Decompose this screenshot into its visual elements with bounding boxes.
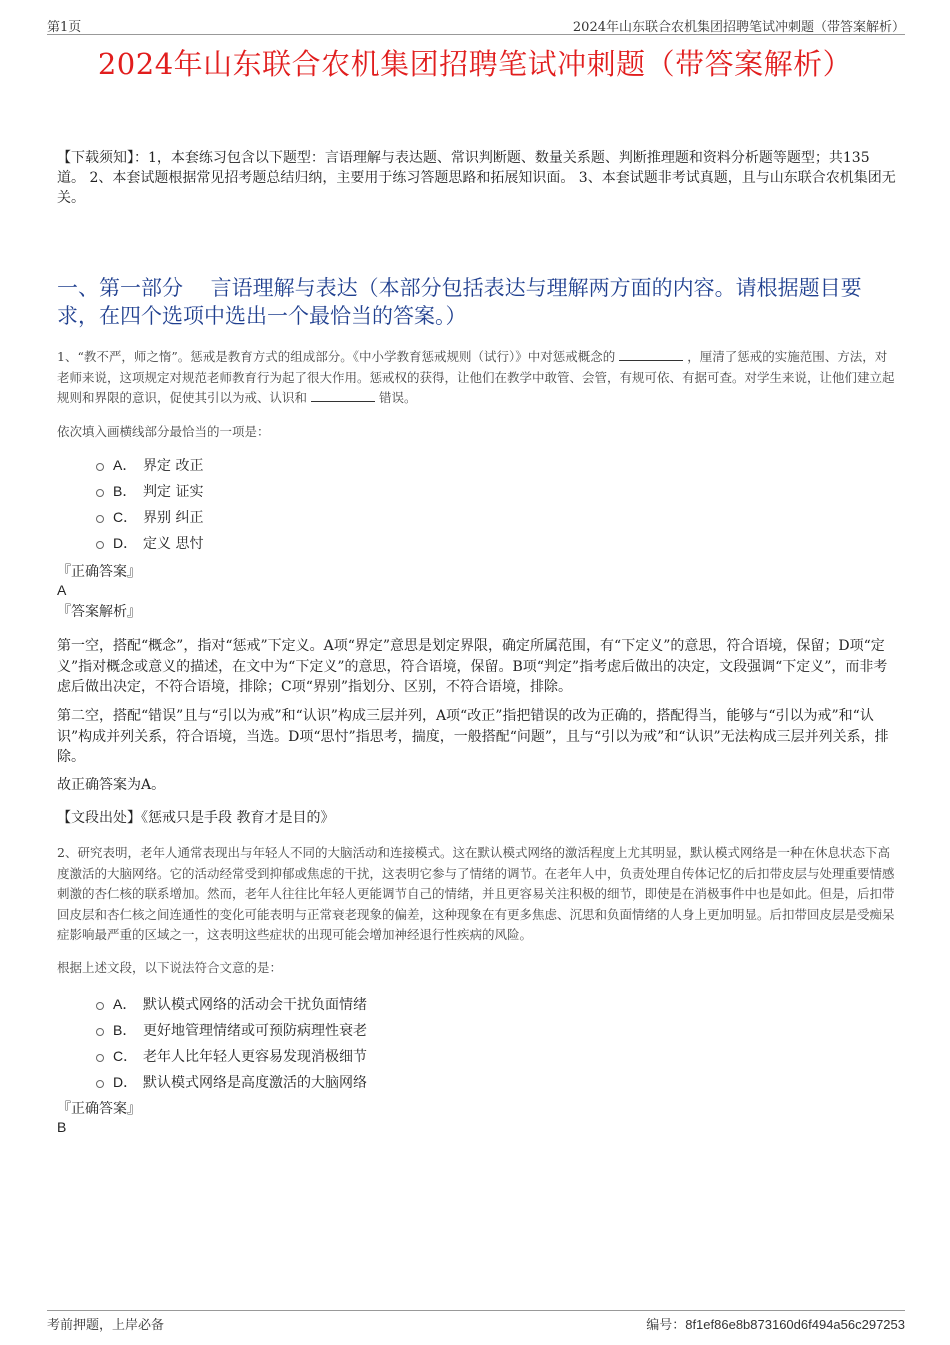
document-code-value: 8f1ef86e8b873160d6f494a56c297253 [685,1317,905,1332]
option-letter: C． [113,509,138,525]
option-text: 默认模式网络的活动会干扰负面情绪 [143,997,367,1013]
page-number: 第1页 [47,20,82,35]
question-2-option-d[interactable] [96,1069,796,1095]
radio-icon[interactable] [96,1080,104,1088]
question-1-stem-part3: 错误。 [379,390,417,405]
page-header [47,14,905,35]
footer-slogan: 考前押题，上岸必备 [47,1318,165,1333]
question-1-analysis-paragraph-2: 第二空，搭配“错误”且与“引以为戒”和“认识”构成三层并列，A项“改正”指把错误的改为正确的，搭配得当，能够与“引以为戒”和“认识”构成并列关系，符合语境，当选。D项“思忖”指思考，揣度，一般搭配“问题”，且与“引以为戒”和“认识”无法构成三层并列关系，排除。 [57,708,889,765]
radio-icon[interactable] [96,463,104,471]
question-2-option-a[interactable] [96,991,796,1017]
question-2-option-b[interactable] [96,1017,796,1043]
question-1-stem-part1: 1、“教不严，师之惰”。惩戒是教育方式的组成部分。《中小学教育惩戒规则（试行）》中对惩戒概念的 [57,349,616,364]
fill-blank-2 [311,389,375,402]
option-letter: B． [113,483,137,499]
question-2-option-c[interactable] [96,1043,796,1069]
option-text: 界别 纠正 [143,510,204,526]
download-notice: 【下载须知】：1，本套练习包含以下题型：言语理解与表达题、常识判断题、数量关系题、判断推理题和资料分析题等题型；共135道。 2、本套试题根据常见招考题总结归纳，主要用于练习答题思路和拓展知识面。 3、本套试题非考试真题，且与山东联合农机集团无关。 [57,150,896,206]
option-letter: D． [113,1074,138,1090]
document-title: 2024年山东联合农机集团招聘笔试冲刺题（带答案解析） [97,47,853,81]
question-1-option-a[interactable] [96,452,796,478]
question-2-prompt: 根据上述文段，以下说法符合文意的是： [57,960,283,975]
option-letter: D． [113,535,138,551]
running-title: 2024年山东联合农机集团招聘笔试冲刺题（带答案解析） [572,20,905,35]
question-2-answer-label: 『正确答案』 [57,1101,141,1117]
option-text: 老年人比年轻人更容易发现消极细节 [143,1049,367,1065]
question-1-option-c[interactable] [96,504,796,530]
question-1-analysis-paragraph-1: 第一空，搭配“概念”，指对“惩戒”下定义。A项“界定”意思是划定界限，确定所属范围，有“下定义”的意思，符合语境，保留；D项“定义”指对概念或意义的描述，在文中为“下定义”的意思，符合语境，保留。B项“判定”指考虑后做出的决定，文段强调“下定义”，而非考虑后做出决定，不符合语境，排除；C项“界别”指划分、区别，不符合语境，排除。 [57,638,888,695]
document-code-label: 编号： [646,1318,686,1333]
question-1-option-b[interactable] [96,478,796,504]
question-2-options [96,991,796,1095]
question-1-answer: A [57,582,67,598]
option-letter: A． [113,996,137,1012]
radio-icon[interactable] [96,541,104,549]
radio-icon[interactable] [96,1002,104,1010]
option-text: 更好地管理情绪或可预防病理性衰老 [143,1023,367,1039]
option-text: 界定 改正 [143,458,204,474]
option-letter: B． [113,1022,137,1038]
option-text: 判定 证实 [143,484,204,500]
question-1-option-d[interactable] [96,530,796,556]
option-text: 定义 思忖 [143,536,204,552]
option-letter: A． [113,457,137,473]
fill-blank-1 [619,348,683,361]
radio-icon[interactable] [96,515,104,523]
option-letter: C． [113,1048,138,1064]
section-heading: 一、第一部分 言语理解与表达（本部分包括表达与理解两方面的内容。请根据题目要求，在四个选项中选出一个最恰当的答案。） [57,276,862,328]
question-1-prompt: 依次填入画横线部分最恰当的一项是： [57,424,270,439]
question-1-answer-label: 『正确答案』 [57,564,141,580]
question-2-answer: B [57,1119,67,1135]
document-code [646,1314,905,1333]
option-text: 默认模式网络是高度激活的大脑网络 [143,1075,367,1091]
question-2-stem: 2、研究表明，老年人通常表现出与年轻人不同的大脑活动和连接模式。这在默认模式网络的激活程度上尤其明显，默认模式网络是一种在休息状态下高度激活的大脑网络。它的活动经常受到抑郁或焦虑的干扰，这表明它参与了情绪的调节。在老年人中，负责处理自传体记忆的后扣带皮层与处理重要情感刺激的杏仁核的联系增加。然而，老年人往往比年轻人更能调节自己的情绪，并且更容易关注积极的细节，即使是在消极事件中也是如此。但是，后扣带回皮层和杏仁核之间连通性的变化可能表明与正常衰老现象的偏差，这种现象在有更多焦虑、沉思和负面情绪的人身上更加明显。后扣带回皮层是受痴呆症影响最严重的区域之一，这表明这些症状的出现可能会增加神经退行性疾病的风险。 [57,845,895,942]
radio-icon[interactable] [96,1028,104,1036]
question-1-stem-part2: ，厘清了惩戒的实施范围、方法，对老师来说，这项规定对规范老师教育行为起了很大作用。惩戒权的获得，让他们在教学中敢管、会管，有规可依、有据可查。对学生来说，让他们建立起规则和界限的意识，促使其引以为戒、认识和 [57,349,895,405]
question-1-stem [57,347,897,409]
radio-icon[interactable] [96,1054,104,1062]
question-1-analysis-label: 『答案解析』 [57,604,141,620]
question-1-options [96,452,796,556]
question-1-source: 【文段出处】《惩戒只是手段 教育才是目的》 [57,810,335,826]
page-footer [47,1310,905,1333]
radio-icon[interactable] [96,489,104,497]
question-1-analysis-paragraph-3: 故正确答案为A。 [57,777,166,793]
